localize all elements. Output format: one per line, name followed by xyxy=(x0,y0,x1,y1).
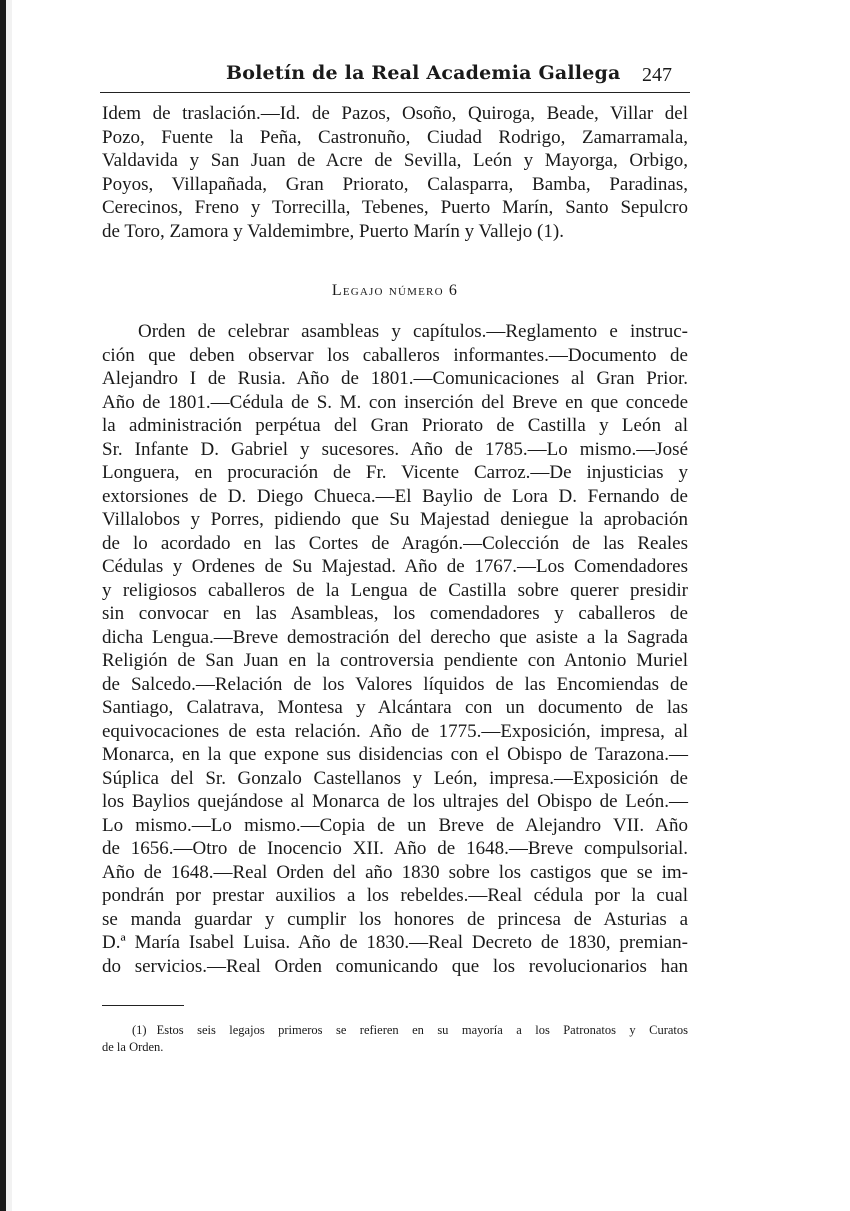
running-title: Boletín de la Real Academia Gallega xyxy=(226,62,621,84)
footnote-marker: (1) xyxy=(132,1023,147,1037)
text-line: Alejandro I de Rusia. Año de 1801.—Comunicaciones al Gran Prior. xyxy=(102,368,688,389)
text-line: de lo acordado en las Cortes de Aragón.—Colección de las Reales xyxy=(102,532,688,554)
text-line: Orden de celebrar asambleas y capítulos.—Reglamento e instruc- xyxy=(138,321,688,342)
text-line: Idem de traslación.—Id. de Pazos, Osoño, Quiroga, Beade, Villar del xyxy=(102,103,688,124)
text-line: Año de 1801.—Cédula de S. M. con inserción del Breve en que concede xyxy=(102,391,688,413)
text-line: Año de 1648.—Real Orden del año 1830 sobre los castigos que se im- xyxy=(102,861,688,883)
paragraph-legajo-6 xyxy=(102,320,688,978)
text-line: extorsiones de D. Diego Chueca.—El Baylio de Lora D. Fernando de xyxy=(102,485,688,507)
text-line: Longuera, en procuración de Fr. Vicente Carroz.—De injusticias y xyxy=(102,462,688,483)
text-line: Villalobos y Porres, pidiendo que Su Majestad deniegue la aprobación xyxy=(102,509,688,530)
text-line: de Toro, Zamora y Valdemimbre, Puerto Marín y Vallejo (1). xyxy=(102,220,564,242)
footnote xyxy=(102,1022,688,1056)
footnote-text-continued: de la Orden. xyxy=(102,1040,164,1054)
text-line: y religiosos caballeros de la Lengua de Castilla sobre querer presidir xyxy=(102,579,688,601)
text-line: dicha Lengua.—Breve demostración del derecho que asiste a la Sagrada xyxy=(102,626,688,648)
text-line: Cerecinos, Freno y Torrecilla, Tebenes, Puerto Marín, Santo Sepulcro xyxy=(102,197,688,218)
text-line: Poyos, Villapañada, Gran Priorato, Calasparra, Bamba, Paradinas, xyxy=(102,173,688,195)
text-line: ción que deben observar los caballeros informantes.—Documento de xyxy=(102,344,688,366)
text-line: Valdavida y San Juan de Acre de Sevilla, León y Mayorga, Orbigo, xyxy=(102,150,688,171)
text-line: se manda guardar y cumplir los honores de princesa de Asturias a xyxy=(102,908,688,930)
page-binding-gap xyxy=(6,0,12,1211)
text-line: de 1656.—Otro de Inocencio XII. Año de 1648.—Breve compulsorial. xyxy=(102,838,688,859)
text-line: los Baylios quejándose al Monarca de los ultrajes del Obispo de León.— xyxy=(102,791,688,812)
text-line: la administración perpétua del Gran Priorato de Castilla y León al xyxy=(102,415,688,436)
text-line: Santiago, Calatrava, Montesa y Alcántara con un documento de las xyxy=(102,697,688,718)
text-line: Monarca, en la que expone sus disidencias con el Obispo de Tarazona.— xyxy=(102,744,688,765)
text-line: Pozo, Fuente la Peña, Castronuño, Ciudad Rodrigo, Zamarramala, xyxy=(102,126,688,148)
page-number: 247 xyxy=(642,64,672,86)
section-heading: Legajo número 6 xyxy=(331,282,459,299)
text-line: Religión de San Juan en la controversia pendiente con Antonio Muriel xyxy=(102,650,688,671)
text-line: sin convocar en las Asambleas, los comendadores y caballeros de xyxy=(102,603,688,624)
footnote-divider xyxy=(102,1005,184,1006)
page-header xyxy=(100,58,690,93)
text-line: pondrán por prestar auxilios a los rebeldes.—Real cédula por la cual xyxy=(102,885,688,906)
text-line: Cédulas y Ordenes de Su Majestad. Año de 1767.—Los Comendadores xyxy=(102,556,688,577)
text-line: Sr. Infante D. Gabriel y sucesores. Año de 1785.—Lo mismo.—José xyxy=(102,438,688,460)
text-line: Súplica del Sr. Gonzalo Castellanos y León, impresa.—Exposición de xyxy=(102,767,688,789)
text-line: D.ª María Isabel Luisa. Año de 1830.—Real Decreto de 1830, premian- xyxy=(102,932,688,953)
footnote-text: Estos seis legajos primeros se refieren en su mayoría a los Patronatos y Curatos xyxy=(156,1023,688,1037)
text-line: equivocaciones de esta relación. Año de 1775.—Exposición, impresa, al xyxy=(102,720,688,742)
text-line: Lo mismo.—Lo mismo.—Copia de un Breve de Alejandro VII. Año xyxy=(102,814,688,836)
text-line: de Salcedo.—Relación de los Valores líquidos de las Encomiendas de xyxy=(102,673,688,695)
text-line: do servicios.—Real Orden comunicando que los revolucionarios han xyxy=(102,955,688,977)
paragraph-continuation xyxy=(102,102,688,243)
